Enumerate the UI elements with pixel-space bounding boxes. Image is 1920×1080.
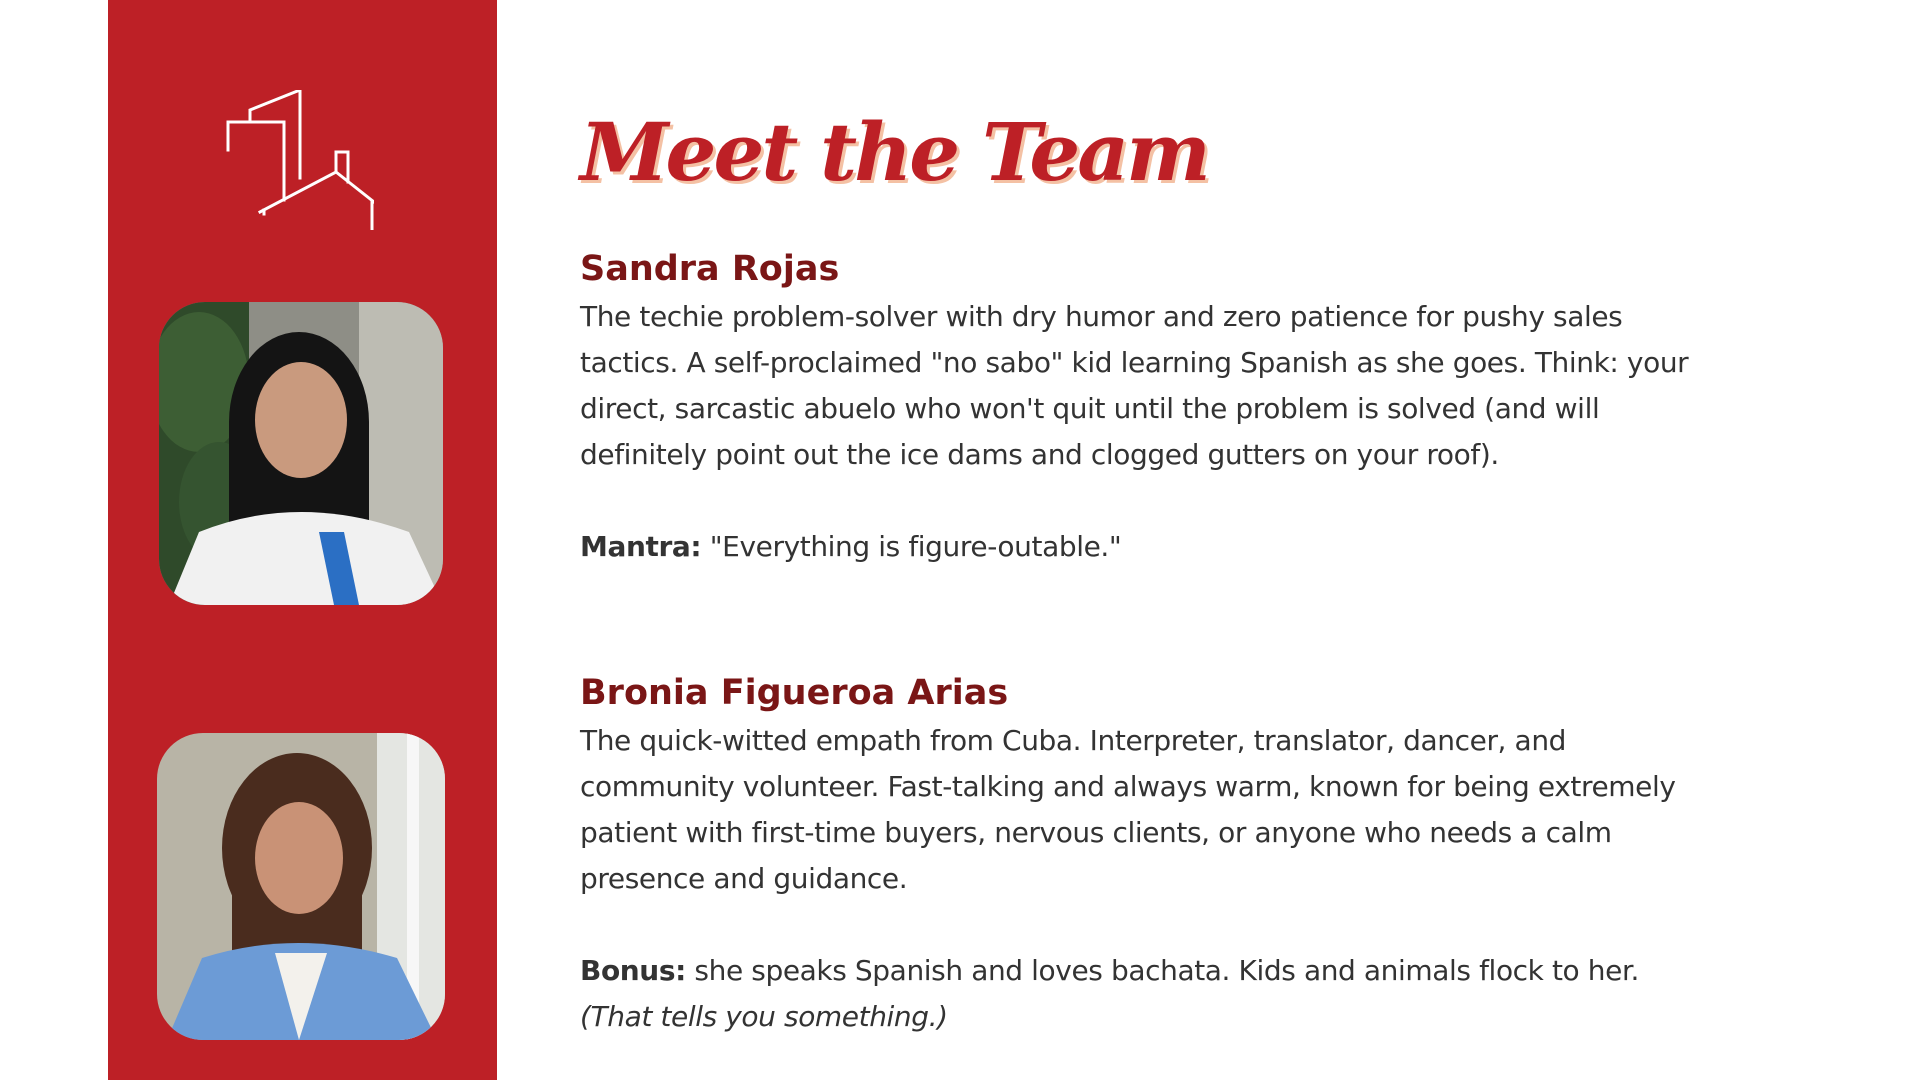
page-title: Meet the Team [580, 105, 1208, 199]
member-bio: The quick-witted empath from Cuba. Interpreter, translator, dancer, and community volunteer. Fast-talking and always warm, known for being extremely patient with first-time buyers, nervous clients, or anyone who needs a calm presence and guidance. [580, 724, 1676, 895]
team-member-card [580, 244, 1700, 570]
bonus-text: she speaks Spanish and loves bachata. Kids and animals flock to her. [685, 954, 1640, 987]
member-bonus [580, 948, 1700, 1040]
mantra-label: Mantra: [580, 530, 702, 563]
bonus-label: Bonus: [580, 954, 686, 987]
member-bio: The techie problem-solver with dry humor and zero patience for pushy sales tactics. A self-proclaimed "no sabo" kid learning Spanish as she goes. Think: your direct, sarcastic abuelo who won't quit until the problem is solved (and will definitely point out the ice dams and clogged gutters on your roof). [580, 300, 1689, 471]
member-mantra [580, 524, 1700, 570]
member-name: Sandra Rojas [580, 249, 840, 289]
building-house-outline-icon [226, 90, 374, 230]
member-photo-sandra [159, 302, 443, 605]
bonus-aside: (That tells you something.) [580, 1000, 948, 1033]
team-member-card [580, 668, 1700, 1040]
member-photo-bronia [157, 733, 445, 1040]
mantra-text: "Everything is figure-outable." [701, 530, 1122, 563]
member-name: Bronia Figueroa Arias [580, 673, 1009, 713]
